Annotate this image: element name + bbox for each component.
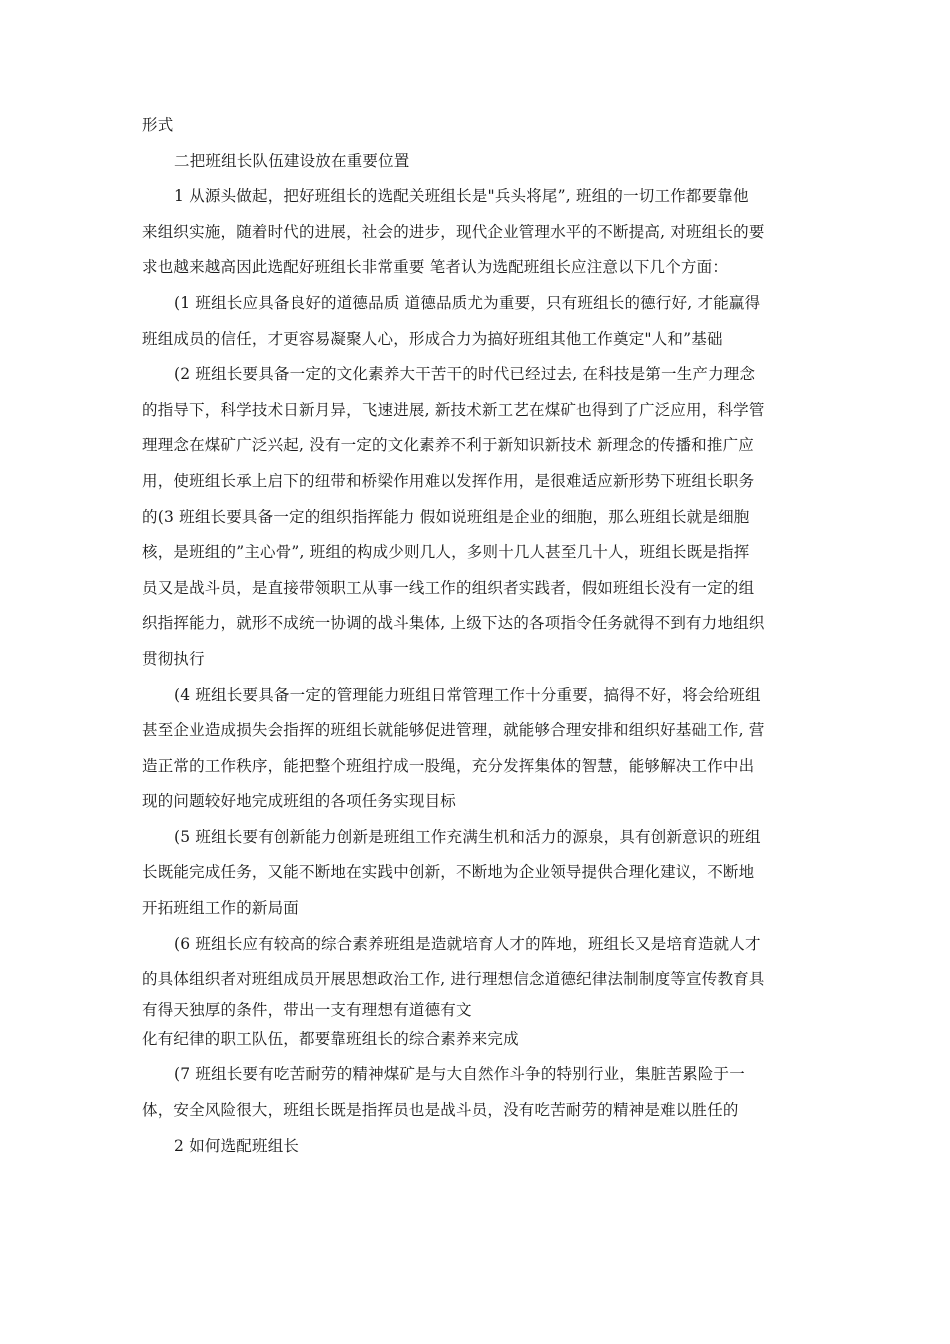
text-line: 二把班组长队伍建设放在重要位置 [174,151,410,170]
text-line: 长既能完成任务，又能不断地在实践中创新，不断地为企业领导提供合理化建议，不断地 [142,863,755,882]
text-line: 有得天独厚的条件，带出一支有理想有道德有文 [142,1000,472,1019]
text-line: 来组织实施，随着时代的进展，社会的进步，现代企业管理水平的不断提高, 对班组长的要 [142,222,765,241]
text-line: 贯彻执行 [142,649,205,668]
text-line: 形式 [142,116,174,134]
text-line: (6 班组长应有较高的综合素养班组是造就培育人才的阵地，班组长又是培育造就人才 [174,934,761,953]
text-line: (1 班组长应具备良好的道德品质 道德品质尤为重要，只有班组长的德行好, 才能赢得 [174,293,761,312]
text-line: 开拓班组工作的新局面 [142,899,300,918]
text-line: 化有纪律的职工队伍，都要靠班组长的综合素养来完成 [142,1029,519,1048]
text-line: 求也越来越高因此选配好班组长非常重要 笔者认为选配班组长应注意以下几个方面： [142,258,729,277]
document-page [142,108,818,1164]
text-line: 甚至企业造成损失会指挥的班组长就能够促进管理，就能够合理安排和组织好基础工作, 营 [142,721,765,740]
text-line: (2 班组长要具备一定的文化素养大干苦干的时代已经过去, 在科技是第一生产力理念 [174,365,756,384]
text-line: 的指导下，科学技术日新月异，飞速进展, 新技术新工艺在煤矿也得到了广泛应用，科学管 [142,400,765,419]
text-line: 的(3 班组长要具备一定的组织指挥能力 假如说班组是企业的细胞，那么班组长就是细胞 [142,507,750,526]
text-line: 的具体组织者对班组成员开展思想政治工作, 进行理想信念道德纪律法制制度等宣传教育具 [142,970,765,989]
text-line: 织指挥能力，就形不成统一协调的战斗集体, 上级下达的各项指令任务就得不到有力地组织 [142,614,765,633]
text-line: 造正常的工作秩序，能把整个班组拧成一股绳，充分发挥集体的智慧，能够解决工作中出 [142,756,755,775]
text-line: (5 班组长要有创新能力创新是班组工作充满生机和活力的源泉，具有创新意识的班组 [174,827,761,846]
text-line: 1 从源头做起，把好班组长的选配关班组长是"兵头将尾”, 班组的一切工作都要靠他 [174,187,749,206]
text-line: (4 班组长要具备一定的管理能力班组日常管理工作十分重要，搞得不好，将会给班组 [174,685,761,704]
text-line: 理理念在煤矿广泛兴起, 没有一定的文化素养不利于新知识新技术 新理念的传播和推广应 [142,436,754,455]
text-line: 体，安全风险很大，班组长既是指挥员也是战斗员，没有吃苦耐劳的精神是难以胜任的 [142,1101,739,1120]
text-line: 核，是班组的”主心骨”, 班组的构成少则几人，多则十几人甚至几十人，班组长既是指挥 [142,543,750,562]
text-line: 2 如何选配班组长 [174,1136,300,1155]
text-line: 现的问题较好地完成班组的各项任务实现目标 [142,792,457,811]
text-line: 班组成员的信任，才更容易凝聚人心，形成合力为搞好班组其他工作奠定"人和”基础 [142,329,723,348]
text-line: (7 班组长要有吃苦耐劳的精神煤矿是与大自然作斗争的特别行业，集脏苦累险于一 [174,1065,745,1084]
text-line: 用，使班组长承上启下的纽带和桥梁作用难以发挥作用，是很难适应新形势下班组长职务 [142,471,755,490]
text-line: 员又是战斗员，是直接带领职工从事一线工作的组织者实践者，假如班组长没有一定的组 [142,578,755,597]
